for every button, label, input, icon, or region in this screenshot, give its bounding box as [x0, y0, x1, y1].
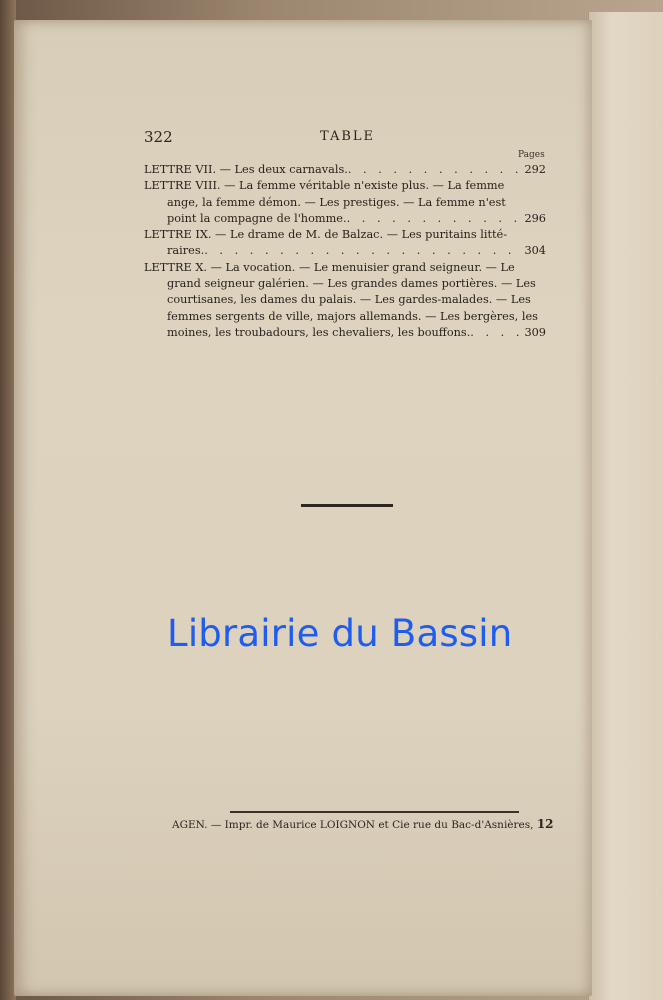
- toc-line: [144, 309, 546, 325]
- watermark-text: Librairie du Bassin: [167, 612, 513, 655]
- page-number: 322: [144, 128, 173, 146]
- toc-line: [144, 260, 546, 276]
- toc-entry-lettre-ix: [144, 227, 546, 260]
- table-of-contents: [144, 162, 546, 341]
- pages-column-label: Pages: [518, 150, 545, 160]
- toc-line: [144, 162, 546, 178]
- toc-text: femmes sergents de ville, majors allemands. — Les bergères, les: [167, 309, 538, 323]
- toc-line: [144, 292, 546, 308]
- toc-line: [144, 276, 546, 292]
- next-page-edge: [588, 12, 663, 1000]
- toc-text: raires.: [167, 244, 205, 258]
- toc-page: 304: [524, 244, 546, 258]
- toc-text: LETTRE X. — La vocation. — Le menuisier grand seigneur. — Le: [144, 260, 515, 274]
- imprint-number: 12: [536, 817, 554, 831]
- toc-line: [144, 243, 546, 259]
- toc-entry-lettre-vii: [144, 162, 546, 178]
- toc-line: [144, 195, 546, 211]
- toc-page: 309: [524, 325, 546, 339]
- toc-page: 292: [524, 163, 546, 176]
- toc-text: moines, les troubadours, les chevaliers, les bouffons.: [167, 325, 471, 339]
- dot-leader: [470, 325, 520, 341]
- imprint-divider: [230, 811, 519, 813]
- toc-line: [144, 227, 546, 243]
- toc-entry-lettre-x: [144, 260, 546, 341]
- page-title: TABLE: [320, 129, 376, 144]
- toc-entry-lettre-viii: [144, 178, 546, 227]
- toc-page: 296: [524, 211, 546, 225]
- toc-line: [144, 178, 546, 194]
- toc-line: [144, 325, 546, 341]
- imprint-text: AGEN. — Impr. de Maurice LOIGNON et Cie rue du Bac-d'Asnières,: [172, 819, 534, 831]
- toc-text: courtisanes, les dames du palais. — Les gardes-malades. — Les: [167, 293, 531, 307]
- toc-text: LETTRE IX. — Le drame de M. de Balzac. — Les puritains litté-: [144, 228, 508, 242]
- dot-leader: [204, 243, 520, 259]
- toc-text: LETTRE VII. — Les deux carnavals.: [144, 163, 348, 176]
- printer-imprint: [172, 817, 554, 831]
- dot-leader: [348, 162, 521, 178]
- toc-line: [144, 211, 546, 227]
- toc-text: LETTRE VIII. — La femme véritable n'existe plus. — La femme: [144, 179, 505, 193]
- dot-leader: [347, 211, 521, 227]
- toc-text: grand seigneur galérien. — Les grandes dames portières. — Les: [167, 277, 536, 291]
- section-divider: [301, 504, 393, 507]
- toc-text: ange, la femme démon. — Les prestiges. — La femme n'est: [167, 195, 506, 209]
- toc-text: point la compagne de l'homme.: [167, 211, 347, 225]
